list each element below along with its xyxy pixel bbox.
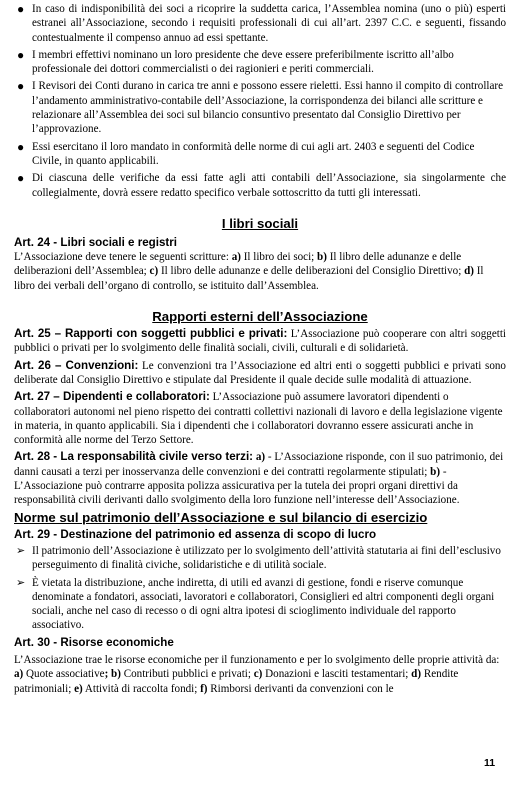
article-24 <box>14 236 506 293</box>
article-body: L’Associazione può assumere lavoratori dipendenti o collaboratori autonomi nel pieno rispetto dei contratti collettivi nazionali di lavoro e della legislazione vigente in materia, in quanto applicabili. Sia i dipendenti che i collaboratori dovranno essere assicurati anche in conformità alle norme del Terzo Settore. <box>14 391 503 447</box>
bullet-icon: ● <box>17 139 25 154</box>
list-item: ● I membri effettivi nominano un loro presidente che deve essere preferibilmente iscritto all’albo professionale dei dottori commercialisti o dei ragionieri e periti commerciali. <box>17 47 454 76</box>
list-item: ➢ È vietata la distribuzione, anche indiretta, di utili ed avanzi di gestione, fondi e riserve comunque denominate a fondatori, associati, lavoratori e collaboratori, Consiglieri ed altri componenti degli organi sociali, anche nel caso di recesso o di ogni altra ipotesi di scioglimento individuale del rapporto associativo. <box>16 576 495 632</box>
section-title-patrimonio: Norme sul patrimonio dell’Associazione e sul bilancio di esercizio <box>14 509 428 525</box>
section-title-rapporti-esterni: Rapporti esterni dell’Associazione <box>152 309 368 325</box>
article-heading: Art. 28 - La responsabilità civile verso terzi: <box>14 450 254 464</box>
bullet-icon: ● <box>17 2 25 16</box>
list-item: ● I Revisori dei Conti durano in carica tre anni e possono essere rieletti. Essi hanno il compito di controllare l’andamento amministrativo-contabile dell’Associazione, la corrispondenza dei bilanci alle scritture e relazionare all’Assemblea dei soci sul bilancio consuntivo presentato dal Consiglio Direttivo per l’approvazione. <box>17 79 504 136</box>
article-heading: Art. 27 – Dipendenti e collaboratori: <box>14 390 210 404</box>
article-30 <box>14 636 506 696</box>
arrow-bullet-icon: ➢ <box>16 576 26 589</box>
article-heading: Art. 25 – Rapporti con soggetti pubblici e privati: <box>14 327 288 341</box>
bullet-icon: ● <box>17 171 25 186</box>
article-body: L’Associazione può cooperare con altri soggetti pubblici o privati per lo svolgimento delle finalità sociali, civili, culturali e di solidarietà. <box>14 328 506 355</box>
article-26 <box>14 359 506 388</box>
section-title-libri-sociali: I libri sociali <box>221 215 299 231</box>
article-heading: Art. 29 - Destinazione del patrimonio ed assenza di scopo di lucro <box>14 527 377 541</box>
article-heading: Art. 30 - Risorse economiche <box>14 635 174 649</box>
article-25 <box>14 327 506 356</box>
bullet-icon: ● <box>17 79 25 94</box>
list-item: ● In caso di indisponibilità dei soci a ricoprire la suddetta carica, l’Assemblea nomina (uno o più) esperti estranei all’Associazione, secondo i requisiti professionali di cui all’art. 2397 C.C. e seguenti, fissando contestualmente il compenso annuo ad essi spettante. <box>17 2 506 44</box>
article-heading: Art. 26 – Convenzioni: <box>14 358 139 372</box>
page-number: 11 <box>484 757 496 769</box>
article-heading: Art. 24 - Libri sociali e registri <box>14 235 178 249</box>
article-27 <box>14 390 506 447</box>
list-item: ● Essi esercitano il loro mandato in conformità delle norme di cui agli art. 2403 e seguenti del Codice Civile, in quanto applicabili. <box>17 139 475 167</box>
article-29 <box>14 528 506 633</box>
article-body: L’Associazione deve tenere le seguenti scritture: a) Il libro dei soci; b) Il libro delle adunanze e delle deliberazioni dell’Assemblea; c) Il libro delle adunanze e delle deliberazioni del Consiglio Direttivo; d) Il libro dei verbali dell’organo di controllo, se istituito dall’Assemblea. <box>14 251 484 292</box>
bullet-list-revisori <box>14 2 506 200</box>
article-28: Art. 28 - La responsabilità civile verso terzi: a) - L’Associazione risponde, con il suo patrimonio, dei danni causati a terzi per inosservanza delle convenzioni e dei contratti regolarmente stipulati; b) - L’Associazione può contrarre apposita polizza assicurativa per la tutela dei propri organi direttivi da responsabilità civili derivanti dallo svolgimento della loro funzione nell’interesse dell’Associazione. <box>14 450 504 507</box>
bullet-icon: ● <box>17 47 25 62</box>
list-item: ➢ Il patrimonio dell’Associazione è utilizzato per lo svolgimento dell’attività statutaria ai fini dell’esclusivo perseguimento di finalità civiche, solidaristiche e di utilità sociale. <box>16 544 501 572</box>
list-item: ● Di ciascuna delle verifiche da essi fatte agli atti contabili dell’Associazione, sia singolarmente che collegialmente, dovrà essere redatto specifico verbale sottoscritto da tutti gli interessati. <box>17 171 506 199</box>
document-page <box>14 2 506 696</box>
arrow-bullet-icon: ➢ <box>16 544 26 557</box>
article-body: Le convenzioni tra l’Associazione ed altri enti o soggetti pubblici e privati sono deliberate dal Consiglio Direttivo e stipulate dal Presidente il quale decide sulle modalità di attuazione. <box>14 359 506 386</box>
article-body: L’Associazione trae le risorse economiche per il funzionamento e per lo svolgimento delle proprie attività da: a) Quote associative; b) Contributi pubblici e privati; c) Donazioni e lasciti testamentari; d) Rendite patrimoniali; e) Attività di raccolta fondi; f) Rimborsi derivanti da convenzioni con le <box>14 653 500 695</box>
